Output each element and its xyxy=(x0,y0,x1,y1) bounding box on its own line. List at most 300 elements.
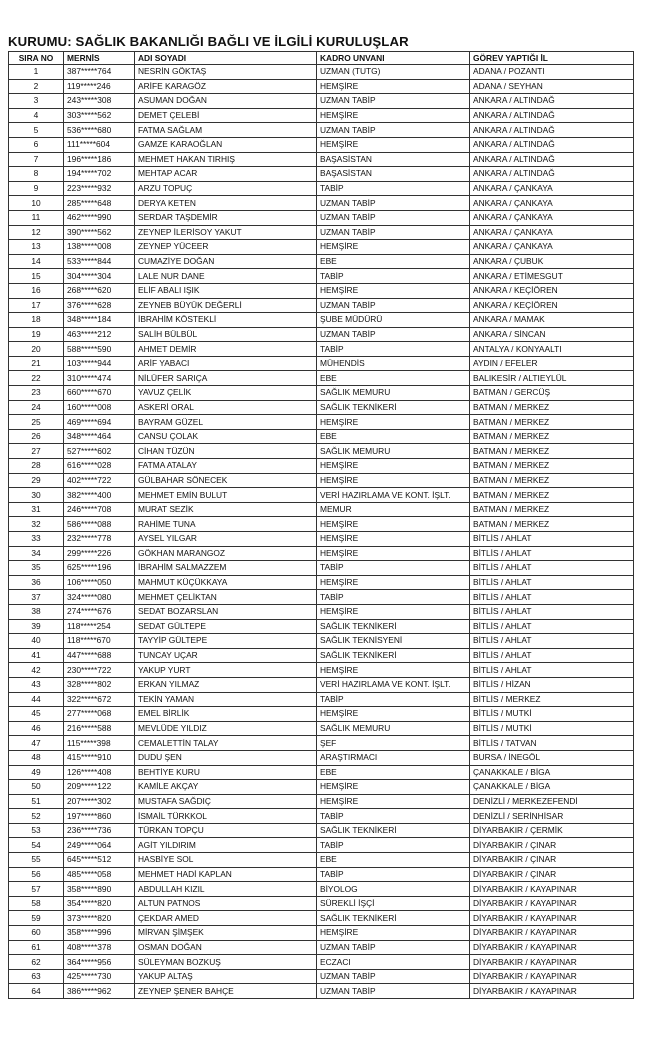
gorev-yaptigi-il-cell: BATMAN / MERKEZ xyxy=(470,429,634,444)
table-row xyxy=(9,780,634,795)
adi-soyadi-cell: MİRVAN ŞİMŞEK xyxy=(135,926,317,941)
gorev-yaptigi-il-cell: DİYARBAKIR / ÇINAR xyxy=(470,838,634,853)
gorev-yaptigi-il-cell: ANKARA / ALTINDAĞ xyxy=(470,123,634,138)
column-header-kadro-unvani: KADRO UNVANI xyxy=(317,52,470,65)
column-header-adi-soyadi: ADI SOYADI xyxy=(135,52,317,65)
mernis-cell: 304*****304 xyxy=(64,269,135,284)
table-row xyxy=(9,240,634,255)
kadro-unvani-cell: SAĞLIK MEMURU xyxy=(317,444,470,459)
table-row xyxy=(9,210,634,225)
kadro-unvani-cell: TABİP xyxy=(317,342,470,357)
kadro-unvani-cell: MEMUR xyxy=(317,502,470,517)
adi-soyadi-cell: OSMAN DOĞAN xyxy=(135,940,317,955)
gorev-yaptigi-il-cell: ANKARA / MAMAK xyxy=(470,313,634,328)
table-row xyxy=(9,823,634,838)
adi-soyadi-cell: ZEYNEP İLERİSOY YAKUT xyxy=(135,225,317,240)
mernis-cell: 236*****736 xyxy=(64,823,135,838)
table-row xyxy=(9,590,634,605)
gorev-yaptigi-il-cell: BİTLİS / AHLAT xyxy=(470,604,634,619)
table-row xyxy=(9,604,634,619)
mernis-cell: 106*****050 xyxy=(64,575,135,590)
mernis-cell: 358*****996 xyxy=(64,926,135,941)
adi-soyadi-cell: SALİH BÜLBÜL xyxy=(135,327,317,342)
sira-no-cell: 11 xyxy=(9,210,64,225)
adi-soyadi-cell: İSMAİL TÜRKKOL xyxy=(135,809,317,824)
sira-no-cell: 14 xyxy=(9,254,64,269)
table-row xyxy=(9,386,634,401)
table-row xyxy=(9,663,634,678)
adi-soyadi-cell: FATMA SAĞLAM xyxy=(135,123,317,138)
kadro-unvani-cell: ARAŞTIRMACI xyxy=(317,750,470,765)
mernis-cell: 249*****064 xyxy=(64,838,135,853)
mernis-cell: 373*****820 xyxy=(64,911,135,926)
adi-soyadi-cell: ASKERİ ORAL xyxy=(135,400,317,415)
adi-soyadi-cell: TAYYİP GÜLTEPE xyxy=(135,634,317,649)
gorev-yaptigi-il-cell: BATMAN / MERKEZ xyxy=(470,400,634,415)
kadro-unvani-cell: MÜHENDİS xyxy=(317,356,470,371)
kadro-unvani-cell: HEMŞİRE xyxy=(317,794,470,809)
sira-no-cell: 1 xyxy=(9,65,64,80)
adi-soyadi-cell: BEHTİYE KURU xyxy=(135,765,317,780)
adi-soyadi-cell: ÇEKDAR AMED xyxy=(135,911,317,926)
adi-soyadi-cell: MAHMUT KÜÇÜKKAYA xyxy=(135,575,317,590)
kadro-unvani-cell: UZMAN TABİP xyxy=(317,984,470,999)
sira-no-cell: 30 xyxy=(9,488,64,503)
mernis-cell: 462*****990 xyxy=(64,210,135,225)
mernis-cell: 588*****590 xyxy=(64,342,135,357)
table-row xyxy=(9,575,634,590)
mernis-cell: 268*****620 xyxy=(64,283,135,298)
kadro-unvani-cell: SAĞLIK TEKNİKERİ xyxy=(317,619,470,634)
kadro-unvani-cell: EBE xyxy=(317,765,470,780)
sira-no-cell: 33 xyxy=(9,532,64,547)
table-row xyxy=(9,634,634,649)
gorev-yaptigi-il-cell: ANKARA / ÇANKAYA xyxy=(470,196,634,211)
sira-no-cell: 47 xyxy=(9,736,64,751)
kadro-unvani-cell: TABİP xyxy=(317,838,470,853)
table-row xyxy=(9,429,634,444)
kadro-unvani-cell: ECZACI xyxy=(317,955,470,970)
sira-no-cell: 9 xyxy=(9,181,64,196)
sira-no-cell: 6 xyxy=(9,137,64,152)
table-row xyxy=(9,152,634,167)
adi-soyadi-cell: ABDULLAH KIZIL xyxy=(135,882,317,897)
sira-no-cell: 13 xyxy=(9,240,64,255)
gorev-yaptigi-il-cell: BİTLİS / MUTKİ xyxy=(470,721,634,736)
gorev-yaptigi-il-cell: ADANA / POZANTI xyxy=(470,65,634,80)
adi-soyadi-cell: DUDU ŞEN xyxy=(135,750,317,765)
table-row xyxy=(9,342,634,357)
table-row xyxy=(9,356,634,371)
table-row xyxy=(9,254,634,269)
mernis-cell: 324*****080 xyxy=(64,590,135,605)
table-row xyxy=(9,721,634,736)
gorev-yaptigi-il-cell: DENİZLİ / MERKEZEFENDİ xyxy=(470,794,634,809)
kadro-unvani-cell: HEMŞİRE xyxy=(317,575,470,590)
mernis-cell: 197*****860 xyxy=(64,809,135,824)
sira-no-cell: 20 xyxy=(9,342,64,357)
gorev-yaptigi-il-cell: DİYARBAKIR / ÇERMİK xyxy=(470,823,634,838)
gorev-yaptigi-il-cell: BİTLİS / HİZAN xyxy=(470,677,634,692)
adi-soyadi-cell: AYSEL YILGAR xyxy=(135,532,317,547)
table-row xyxy=(9,677,634,692)
table-row xyxy=(9,882,634,897)
mernis-cell: 277*****068 xyxy=(64,707,135,722)
kadro-unvani-cell: TABİP xyxy=(317,809,470,824)
adi-soyadi-cell: BAYRAM GÜZEL xyxy=(135,415,317,430)
page-title: KURUMU: SAĞLIK BAKANLIĞI BAĞLI VE İLGİLİ KURULUŞLAR xyxy=(8,34,409,49)
table-row xyxy=(9,517,634,532)
gorev-yaptigi-il-cell: DİYARBAKIR / KAYAPINAR xyxy=(470,882,634,897)
mernis-cell: 536*****680 xyxy=(64,123,135,138)
mernis-cell: 207*****302 xyxy=(64,794,135,809)
kadro-unvani-cell: HEMŞİRE xyxy=(317,240,470,255)
sira-no-cell: 59 xyxy=(9,911,64,926)
adi-soyadi-cell: TÜRKAN TOPÇU xyxy=(135,823,317,838)
mernis-cell: 115*****398 xyxy=(64,736,135,751)
table-row xyxy=(9,65,634,80)
sira-no-cell: 19 xyxy=(9,327,64,342)
adi-soyadi-cell: LALE NUR DANE xyxy=(135,269,317,284)
kadro-unvani-cell: ŞEF xyxy=(317,736,470,751)
gorev-yaptigi-il-cell: BİTLİS / AHLAT xyxy=(470,590,634,605)
adi-soyadi-cell: NESRİN GÖKTAŞ xyxy=(135,65,317,80)
adi-soyadi-cell: İBRAHİM KÖSTEKLİ xyxy=(135,313,317,328)
personnel-table xyxy=(8,51,634,999)
mernis-cell: 230*****722 xyxy=(64,663,135,678)
gorev-yaptigi-il-cell: ANKARA / SİNCAN xyxy=(470,327,634,342)
gorev-yaptigi-il-cell: BİTLİS / AHLAT xyxy=(470,532,634,547)
table-row xyxy=(9,955,634,970)
mernis-cell: 196*****186 xyxy=(64,152,135,167)
sira-no-cell: 21 xyxy=(9,356,64,371)
kadro-unvani-cell: UZMAN TABİP xyxy=(317,940,470,955)
adi-soyadi-cell: DEMET ÇELEBİ xyxy=(135,108,317,123)
gorev-yaptigi-il-cell: DİYARBAKIR / KAYAPINAR xyxy=(470,911,634,926)
table-row xyxy=(9,488,634,503)
adi-soyadi-cell: AGİT YILDIRIM xyxy=(135,838,317,853)
gorev-yaptigi-il-cell: ÇANAKKALE / BİGA xyxy=(470,765,634,780)
kadro-unvani-cell: TABİP xyxy=(317,269,470,284)
kadro-unvani-cell: EBE xyxy=(317,853,470,868)
mernis-cell: 425*****730 xyxy=(64,969,135,984)
mernis-cell: 625*****196 xyxy=(64,561,135,576)
sira-no-cell: 17 xyxy=(9,298,64,313)
kadro-unvani-cell: TABİP xyxy=(317,181,470,196)
table-row xyxy=(9,79,634,94)
kadro-unvani-cell: TABİP xyxy=(317,561,470,576)
mernis-cell: 209*****122 xyxy=(64,780,135,795)
gorev-yaptigi-il-cell: BATMAN / MERKEZ xyxy=(470,459,634,474)
mernis-cell: 376*****628 xyxy=(64,298,135,313)
adi-soyadi-cell: ARZU TOPUÇ xyxy=(135,181,317,196)
mernis-cell: 469*****694 xyxy=(64,415,135,430)
sira-no-cell: 25 xyxy=(9,415,64,430)
adi-soyadi-cell: MEVLÜDE YILDIZ xyxy=(135,721,317,736)
mernis-cell: 303*****562 xyxy=(64,108,135,123)
sira-no-cell: 63 xyxy=(9,969,64,984)
adi-soyadi-cell: TEKİN YAMAN xyxy=(135,692,317,707)
mernis-cell: 232*****778 xyxy=(64,532,135,547)
kadro-unvani-cell: HEMŞİRE xyxy=(317,137,470,152)
sira-no-cell: 2 xyxy=(9,79,64,94)
kadro-unvani-cell: TABİP xyxy=(317,867,470,882)
sira-no-cell: 22 xyxy=(9,371,64,386)
adi-soyadi-cell: ALTUN PATNOS xyxy=(135,896,317,911)
table-row xyxy=(9,444,634,459)
mernis-cell: 382*****400 xyxy=(64,488,135,503)
table-row xyxy=(9,853,634,868)
gorev-yaptigi-il-cell: BATMAN / MERKEZ xyxy=(470,517,634,532)
gorev-yaptigi-il-cell: ANKARA / ÇANKAYA xyxy=(470,240,634,255)
adi-soyadi-cell: CİHAN TÜZÜN xyxy=(135,444,317,459)
sira-no-cell: 43 xyxy=(9,677,64,692)
gorev-yaptigi-il-cell: BİTLİS / AHLAT xyxy=(470,619,634,634)
gorev-yaptigi-il-cell: ANKARA / ALTINDAĞ xyxy=(470,152,634,167)
table-row xyxy=(9,809,634,824)
gorev-yaptigi-il-cell: ANTALYA / KONYAALTI xyxy=(470,342,634,357)
gorev-yaptigi-il-cell: BURSA / İNEGÖL xyxy=(470,750,634,765)
sira-no-cell: 27 xyxy=(9,444,64,459)
table-row xyxy=(9,736,634,751)
mernis-cell: 194*****702 xyxy=(64,167,135,182)
column-header-sira-no: SIRA NO xyxy=(9,52,64,65)
table-row xyxy=(9,765,634,780)
gorev-yaptigi-il-cell: ANKARA / ÇANKAYA xyxy=(470,225,634,240)
table-row xyxy=(9,123,634,138)
sira-no-cell: 42 xyxy=(9,663,64,678)
mernis-cell: 390*****562 xyxy=(64,225,135,240)
kadro-unvani-cell: HEMŞİRE xyxy=(317,517,470,532)
sira-no-cell: 62 xyxy=(9,955,64,970)
adi-soyadi-cell: MEHMET HADİ KAPLAN xyxy=(135,867,317,882)
sira-no-cell: 58 xyxy=(9,896,64,911)
gorev-yaptigi-il-cell: ANKARA / ÇANKAYA xyxy=(470,210,634,225)
table-row xyxy=(9,269,634,284)
sira-no-cell: 24 xyxy=(9,400,64,415)
kadro-unvani-cell: SAĞLIK MEMURU xyxy=(317,386,470,401)
adi-soyadi-cell: SÜLEYMAN BOZKUŞ xyxy=(135,955,317,970)
kadro-unvani-cell: SAĞLIK TEKNİKERİ xyxy=(317,911,470,926)
kadro-unvani-cell: EBE xyxy=(317,429,470,444)
sira-no-cell: 7 xyxy=(9,152,64,167)
kadro-unvani-cell: HEMŞİRE xyxy=(317,473,470,488)
mernis-cell: 111*****604 xyxy=(64,137,135,152)
gorev-yaptigi-il-cell: ANKARA / ALTINDAĞ xyxy=(470,108,634,123)
sira-no-cell: 23 xyxy=(9,386,64,401)
table-row xyxy=(9,926,634,941)
kadro-unvani-cell: SAĞLIK MEMURU xyxy=(317,721,470,736)
table-row xyxy=(9,546,634,561)
sira-no-cell: 52 xyxy=(9,809,64,824)
table-row xyxy=(9,371,634,386)
mernis-cell: 348*****464 xyxy=(64,429,135,444)
table-row xyxy=(9,838,634,853)
mernis-cell: 328*****802 xyxy=(64,677,135,692)
sira-no-cell: 32 xyxy=(9,517,64,532)
kadro-unvani-cell: SÜREKLİ İŞÇİ xyxy=(317,896,470,911)
kadro-unvani-cell: VERİ HAZIRLAMA VE KONT. İŞLT. xyxy=(317,677,470,692)
table-body xyxy=(9,65,634,999)
table-row xyxy=(9,225,634,240)
adi-soyadi-cell: GÖKHAN MARANGOZ xyxy=(135,546,317,561)
mernis-cell: 364*****956 xyxy=(64,955,135,970)
sira-no-cell: 60 xyxy=(9,926,64,941)
mernis-cell: 358*****890 xyxy=(64,882,135,897)
sira-no-cell: 28 xyxy=(9,459,64,474)
column-header-mernis: MERNİS xyxy=(64,52,135,65)
gorev-yaptigi-il-cell: DİYARBAKIR / ÇINAR xyxy=(470,867,634,882)
table-row xyxy=(9,984,634,999)
gorev-yaptigi-il-cell: ANKARA / KEÇİÖREN xyxy=(470,298,634,313)
kadro-unvani-cell: HEMŞİRE xyxy=(317,707,470,722)
sira-no-cell: 36 xyxy=(9,575,64,590)
kadro-unvani-cell: BAŞASİSTAN xyxy=(317,152,470,167)
sira-no-cell: 15 xyxy=(9,269,64,284)
mernis-cell: 126*****408 xyxy=(64,765,135,780)
gorev-yaptigi-il-cell: DİYARBAKIR / KAYAPINAR xyxy=(470,940,634,955)
mernis-cell: 322*****672 xyxy=(64,692,135,707)
gorev-yaptigi-il-cell: ANKARA / ALTINDAĞ xyxy=(470,167,634,182)
kadro-unvani-cell: TABİP xyxy=(317,692,470,707)
kadro-unvani-cell: UZMAN TABİP xyxy=(317,94,470,109)
adi-soyadi-cell: EMEL BİRLİK xyxy=(135,707,317,722)
table-row xyxy=(9,400,634,415)
mernis-cell: 586*****088 xyxy=(64,517,135,532)
table-row xyxy=(9,969,634,984)
kadro-unvani-cell: UZMAN TABİP xyxy=(317,298,470,313)
kadro-unvani-cell: HEMŞİRE xyxy=(317,604,470,619)
table-row xyxy=(9,167,634,182)
mernis-cell: 243*****308 xyxy=(64,94,135,109)
gorev-yaptigi-il-cell: BALIKESİR / ALTIEYLÜL xyxy=(470,371,634,386)
table-row xyxy=(9,750,634,765)
adi-soyadi-cell: MEHMET EMİN BULUT xyxy=(135,488,317,503)
adi-soyadi-cell: AHMET DEMİR xyxy=(135,342,317,357)
gorev-yaptigi-il-cell: ANKARA / ÇANKAYA xyxy=(470,181,634,196)
gorev-yaptigi-il-cell: BİTLİS / TATVAN xyxy=(470,736,634,751)
kadro-unvani-cell: HEMŞİRE xyxy=(317,780,470,795)
sira-no-cell: 50 xyxy=(9,780,64,795)
mernis-cell: 348*****184 xyxy=(64,313,135,328)
gorev-yaptigi-il-cell: DENİZLİ / SERİNHİSAR xyxy=(470,809,634,824)
gorev-yaptigi-il-cell: BATMAN / GERCÜŞ xyxy=(470,386,634,401)
sira-no-cell: 51 xyxy=(9,794,64,809)
adi-soyadi-cell: MEHMET HAKAN TIRHIŞ xyxy=(135,152,317,167)
table-row xyxy=(9,327,634,342)
adi-soyadi-cell: SEDAT GÜLTEPE xyxy=(135,619,317,634)
sira-no-cell: 64 xyxy=(9,984,64,999)
sira-no-cell: 26 xyxy=(9,429,64,444)
gorev-yaptigi-il-cell: BİTLİS / AHLAT xyxy=(470,575,634,590)
sira-no-cell: 57 xyxy=(9,882,64,897)
adi-soyadi-cell: DERYA KETEN xyxy=(135,196,317,211)
mernis-cell: 118*****670 xyxy=(64,634,135,649)
adi-soyadi-cell: SERDAR TAŞDEMİR xyxy=(135,210,317,225)
mernis-cell: 616*****028 xyxy=(64,459,135,474)
adi-soyadi-cell: CANSU ÇOLAK xyxy=(135,429,317,444)
kadro-unvani-cell: HEMŞİRE xyxy=(317,79,470,94)
kadro-unvani-cell: SAĞLIK TEKNİKERİ xyxy=(317,648,470,663)
sira-no-cell: 34 xyxy=(9,546,64,561)
sira-no-cell: 10 xyxy=(9,196,64,211)
sira-no-cell: 4 xyxy=(9,108,64,123)
adi-soyadi-cell: GAMZE KARAOĞLAN xyxy=(135,137,317,152)
gorev-yaptigi-il-cell: DİYARBAKIR / KAYAPINAR xyxy=(470,926,634,941)
sira-no-cell: 8 xyxy=(9,167,64,182)
sira-no-cell: 29 xyxy=(9,473,64,488)
table-row xyxy=(9,313,634,328)
gorev-yaptigi-il-cell: AYDIN / EFELER xyxy=(470,356,634,371)
table-row xyxy=(9,692,634,707)
adi-soyadi-cell: SEDAT BOZARSLAN xyxy=(135,604,317,619)
mernis-cell: 354*****820 xyxy=(64,896,135,911)
gorev-yaptigi-il-cell: BİTLİS / AHLAT xyxy=(470,546,634,561)
adi-soyadi-cell: YAKUP ALTAŞ xyxy=(135,969,317,984)
table-row xyxy=(9,415,634,430)
mernis-cell: 160*****008 xyxy=(64,400,135,415)
kadro-unvani-cell: UZMAN TABİP xyxy=(317,123,470,138)
gorev-yaptigi-il-cell: ÇANAKKALE / BİGA xyxy=(470,780,634,795)
adi-soyadi-cell: GÜLBAHAR SÖNECEK xyxy=(135,473,317,488)
mernis-cell: 415*****910 xyxy=(64,750,135,765)
table-header-row xyxy=(9,52,634,65)
gorev-yaptigi-il-cell: BİTLİS / AHLAT xyxy=(470,634,634,649)
kadro-unvani-cell: HEMŞİRE xyxy=(317,283,470,298)
gorev-yaptigi-il-cell: DİYARBAKIR / KAYAPINAR xyxy=(470,896,634,911)
adi-soyadi-cell: MUSTAFA SAĞDIÇ xyxy=(135,794,317,809)
sira-no-cell: 40 xyxy=(9,634,64,649)
sira-no-cell: 46 xyxy=(9,721,64,736)
gorev-yaptigi-il-cell: DİYARBAKIR / KAYAPINAR xyxy=(470,969,634,984)
kadro-unvani-cell: HEMŞİRE xyxy=(317,663,470,678)
table-row xyxy=(9,896,634,911)
sira-no-cell: 16 xyxy=(9,283,64,298)
gorev-yaptigi-il-cell: BİTLİS / AHLAT xyxy=(470,663,634,678)
mernis-cell: 138*****008 xyxy=(64,240,135,255)
mernis-cell: 386*****962 xyxy=(64,984,135,999)
mernis-cell: 285*****648 xyxy=(64,196,135,211)
table-row xyxy=(9,459,634,474)
mernis-cell: 402*****722 xyxy=(64,473,135,488)
kadro-unvani-cell: BAŞASİSTAN xyxy=(317,167,470,182)
mernis-cell: 645*****512 xyxy=(64,853,135,868)
adi-soyadi-cell: ZEYNEP ŞENER BAHÇE xyxy=(135,984,317,999)
gorev-yaptigi-il-cell: BİTLİS / MUTKİ xyxy=(470,707,634,722)
table-row xyxy=(9,940,634,955)
mernis-cell: 216*****588 xyxy=(64,721,135,736)
kadro-unvani-cell: UZMAN (TUTG) xyxy=(317,65,470,80)
adi-soyadi-cell: ELİF ABALI IŞIK xyxy=(135,283,317,298)
table-row xyxy=(9,298,634,313)
kadro-unvani-cell: HEMŞİRE xyxy=(317,459,470,474)
sira-no-cell: 54 xyxy=(9,838,64,853)
gorev-yaptigi-il-cell: BATMAN / MERKEZ xyxy=(470,444,634,459)
kadro-unvani-cell: UZMAN TABİP xyxy=(317,196,470,211)
table-row xyxy=(9,707,634,722)
table-row xyxy=(9,108,634,123)
sira-no-cell: 31 xyxy=(9,502,64,517)
sira-no-cell: 56 xyxy=(9,867,64,882)
adi-soyadi-cell: CUMAZİYE DOĞAN xyxy=(135,254,317,269)
adi-soyadi-cell: İBRAHİM SALMAZZEM xyxy=(135,561,317,576)
gorev-yaptigi-il-cell: BİTLİS / AHLAT xyxy=(470,648,634,663)
table-row xyxy=(9,532,634,547)
table-row xyxy=(9,794,634,809)
gorev-yaptigi-il-cell: BATMAN / MERKEZ xyxy=(470,502,634,517)
mernis-cell: 223*****932 xyxy=(64,181,135,196)
mernis-cell: 447*****688 xyxy=(64,648,135,663)
